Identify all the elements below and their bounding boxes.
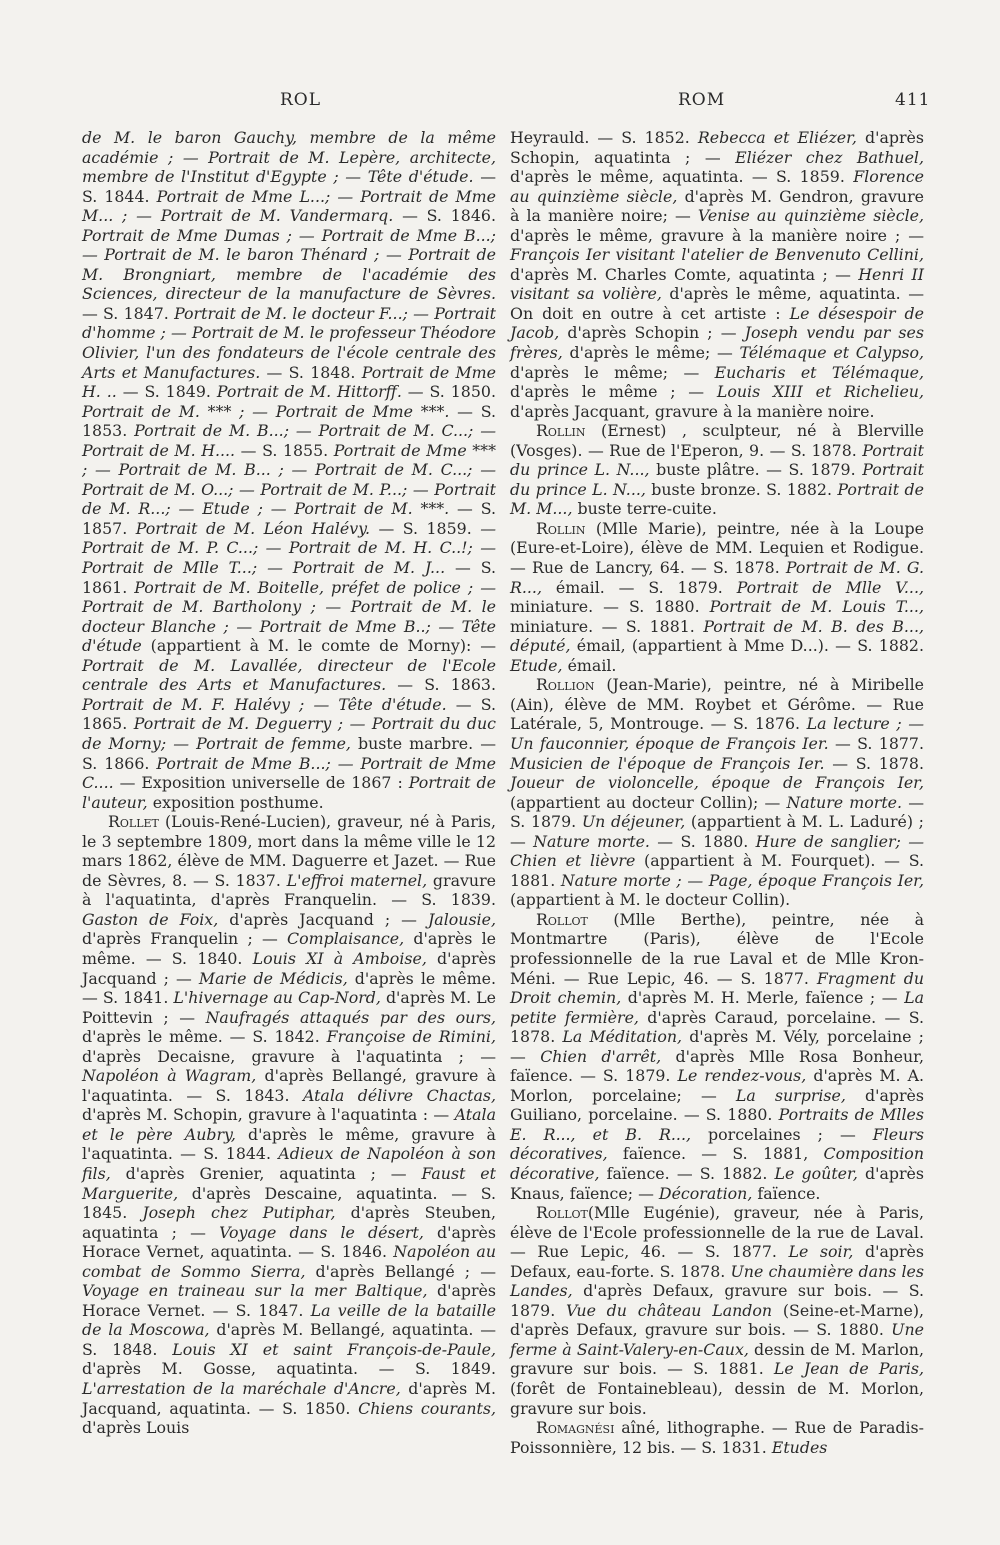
work-title: Portrait de M. Hittorff. xyxy=(216,382,402,402)
entry-text: d'après M. Jacquand, aquatinta. — S. 1850. xyxy=(82,1379,496,1418)
entry-text: d'après Bellangé ; — xyxy=(305,1261,496,1281)
work-title: Portrait de Mlle V..., xyxy=(736,577,924,597)
work-title: Nature morte. xyxy=(786,792,903,812)
entry-text: — S. 1846. xyxy=(393,206,496,226)
entry-text: gravure à l'aquatinta, d'après Franquelin. — S. 1839. xyxy=(82,870,496,910)
entry-text: d'après Mlle Rosa Bonheur, faïence. — S. 1879. xyxy=(510,1046,924,1086)
entry-text: d'après Jacquand ; — xyxy=(82,948,497,988)
entry-text: d'après Guiliano, porcelaine. — S. 1880. xyxy=(510,1085,925,1125)
entry-text: d'après le même, aquatinta. — S. 1859. xyxy=(510,167,854,187)
entry-text: — S. 1849. xyxy=(116,382,217,402)
entry-text: — S. 1857. xyxy=(82,499,496,538)
work-title: Eliézer chez Bathuel, xyxy=(735,147,924,167)
work-title: Napoléon au combat de Sommo Sierra, xyxy=(82,1242,496,1281)
entry-text: faïence. — S. 1881, xyxy=(607,1144,824,1164)
entry-text: Heyrauld. — S. 1852. xyxy=(510,128,698,147)
running-head-right: ROM xyxy=(678,90,726,110)
work-title: Portrait de M. B...; — Portrait de M. C...; — Portrait de M. H.... xyxy=(82,421,497,460)
entry-text: (appartient au docteur Collin); — xyxy=(510,792,787,812)
work-title: Portrait de M. G. R..., xyxy=(510,558,924,597)
entry-text: d'après Grenier, aquatinta ; — xyxy=(110,1163,422,1183)
work-title: Fragment du Droit chemin, xyxy=(510,968,925,1008)
entry-text: (Louis-René-Lucien), graveur, né à Paris, le 3 septembre 1809, mort dans la même ville le 12 mars 1862, élève de MM. Daguerre et Jazet. — Rue de Sèvres, 8. — S. 1837. xyxy=(82,812,496,890)
entry-text: — S. 1878. xyxy=(824,753,924,773)
entry-text: d'après M. Vély, porcelaine ; — xyxy=(510,1027,924,1066)
entry-text: — S. 1879. xyxy=(510,792,924,832)
work-title: Portrait de M. B. des B..., député, xyxy=(510,616,924,656)
work-title: Un déjeuner, xyxy=(581,812,686,832)
work-title: — Portrait de M. P. C...; — Portrait de M. H. C..!; — Portrait de Mlle T...; — Portrait de M. J... xyxy=(82,518,496,578)
entry-text: d'après M. Bellangé, aquatinta. — S. 1848. xyxy=(82,1320,496,1359)
work-title: François Ier visitant l'atelier de Benvenuto Cellini, xyxy=(510,245,924,265)
entry-name: Rollet xyxy=(108,812,159,832)
entry-text: d'après Descaine, aquatinta. — S. 1845. xyxy=(82,1183,496,1223)
entry-text: (appartient à M. le docteur Collin). xyxy=(510,890,791,910)
work-title: Naufragés attaqués par des ours, xyxy=(205,1007,497,1027)
entry-text: buste marbre. — S. 1866. xyxy=(82,733,496,773)
entry-text: d'après Caraud, porcelaine. — S. 1878. xyxy=(510,1007,924,1047)
entry-text: — S. 1880. xyxy=(649,831,756,851)
work-title: La lecture ; — Un fauconnier, époque de François Ier. xyxy=(510,714,925,753)
work-title: Voyage dans le désert, xyxy=(219,1222,424,1242)
work-title: Télémaque et Calypso, xyxy=(739,343,925,363)
work-title: Hure de sanglier; — Chien et lièvre xyxy=(510,831,924,871)
work-title: Portrait de l'auteur, xyxy=(82,773,496,812)
work-title: Rebecca et Eliézer, xyxy=(697,128,857,147)
entry-text: — S. 1859. xyxy=(369,518,481,538)
entry-text: buste terre-cuite. xyxy=(572,499,717,519)
work-title: Le Jean de Paris, xyxy=(773,1359,924,1379)
page-number: 411 xyxy=(895,90,931,110)
entry-text: d'après M. Schopin, gravure à l'aquatinta : — xyxy=(82,1105,455,1125)
entry-text: buste bronze. S. 1882. xyxy=(645,479,838,499)
work-title: Fleurs décoratives, xyxy=(510,1124,924,1164)
entry-text: (Mlle Marie), peintre, née à la Loupe (Eure-et-Loire), élève de MM. Lequien et Rodigue. — Rue de Lancry, 64. — S. 1878. xyxy=(510,518,924,578)
work-title: L'arrestation de la maréchale d'Ancre, xyxy=(82,1379,401,1398)
work-title: Louis XI à Amboise, xyxy=(252,948,427,968)
work-title: La surprise, xyxy=(735,1085,846,1105)
entry-text: — S. 1855. xyxy=(235,440,334,460)
entry-text: — S. 1865. xyxy=(82,694,496,734)
work-title: Composition décorative, xyxy=(510,1144,924,1183)
work-title: Venise au quinzième siècle, xyxy=(697,206,925,226)
entry-text: d'après le même. — S. 1840. xyxy=(82,929,496,968)
work-title: Le désespoir de Jacob, xyxy=(510,303,925,343)
entry-text: — S. 1847. xyxy=(82,303,175,323)
left-column xyxy=(82,128,496,1438)
work-title: L'hivernage au Cap-Nord, xyxy=(173,988,381,1008)
entry-text: d'après Horace Vernet. — S. 1847. xyxy=(82,1281,496,1320)
entry-text: miniature. — S. 1881. xyxy=(510,616,704,636)
work-title: Joueur de violoncelle, époque de François Ier, xyxy=(510,773,924,793)
work-title: Nature morte. xyxy=(533,831,650,851)
entry-text: d'après Bellangé, gravure à l'aquatinta. — S. 1843. xyxy=(82,1066,496,1105)
work-title: Jalousie, xyxy=(427,909,496,929)
entry-text: (Jean-Marie), peintre, né à Miribelle (Ain), élève de MM. Roybet et Gérôme. — Rue Latérale, 5, Montrouge. — S. 1876. xyxy=(510,675,924,734)
entry-text: d'après Schopin ; — xyxy=(559,323,745,343)
work-title: Voyage en traineau sur la mer Baltique, xyxy=(82,1281,428,1301)
entry-text: d'après Decaisne, gravure à l'aquatinta ; — xyxy=(82,1046,496,1066)
dictionary-entry xyxy=(82,812,496,1438)
entry-text: — S. 1863. xyxy=(386,675,496,695)
entry-text: — S. 1861. xyxy=(82,558,496,597)
dictionary-entry xyxy=(510,910,924,1203)
work-title: Marie de Médicis, xyxy=(198,968,348,988)
entry-text: d'après le même. — S. 1841. xyxy=(82,968,496,1008)
entry-text: d'après M. A. Morlon, porcelaine; — xyxy=(510,1066,925,1105)
entry-text: émail, (appartient à Mme D...). — S. 1882. xyxy=(570,636,924,656)
entry-text: d'après M. Gendron, gravure à la manière noire; — xyxy=(510,186,924,226)
work-title: Portrait de M. Boitelle, préfet de police ; — Portrait de M. Bartholony ; — Portrait de M. le docteur Blanche ; — Portrait de Mme B..; — Tête d'étude xyxy=(82,577,496,656)
work-title: Louis XIII et Richelieu, xyxy=(716,382,925,402)
work-title: Chiens courants, xyxy=(358,1398,496,1418)
running-head-left: ROL xyxy=(280,90,322,110)
entry-text: — S. 1850. xyxy=(401,382,496,402)
entry-text: d'après Horace Vernet, aquatinta. — S. 1846. xyxy=(82,1222,497,1262)
entry-text: — Exposition universelle de 1867 : xyxy=(113,773,409,793)
entry-text: faïence. — S. 1882. xyxy=(599,1163,775,1183)
entry-text: d'après le même, gravure à l'aquatinta. — S. 1844. xyxy=(82,1124,496,1164)
entry-name: Rollot xyxy=(536,1203,588,1223)
entry-text: d'après Jacquand ; — xyxy=(218,909,428,929)
work-title: Portrait de Mme L...; — Portrait de Mme M... ; — Portrait de M. Vandermarq. xyxy=(82,186,497,226)
entry-continuation xyxy=(510,128,924,421)
work-title: La Méditation, xyxy=(562,1027,683,1047)
work-title: Une ferme à Saint-Valery-en-Caux, xyxy=(510,1320,924,1359)
entry-name: Rollin xyxy=(536,421,586,441)
work-title: de M. le baron Gauchy, membre de la même académie ; — Portrait de M. Lepère, architecte, membre de l'Institut d'Egypte ; — Tête d'étude. xyxy=(82,128,496,187)
entry-text: d'après Jacquant, gravure à la manière noire. xyxy=(510,401,875,421)
work-title: La petite fermière, xyxy=(510,988,924,1027)
entry-text: porcelaines ; — xyxy=(691,1124,873,1144)
entry-text: faïence. xyxy=(752,1183,821,1203)
work-title: Portrait du prince L. N..., xyxy=(510,460,924,499)
entry-name: Romagnési xyxy=(536,1418,615,1438)
entry-text: — S. 1877. xyxy=(828,733,924,753)
work-title: Etude, xyxy=(510,655,563,675)
entry-text: aîné, lithographe. — Rue de Paradis-Poissonnière, 12 bis. — S. 1831. xyxy=(510,1418,924,1457)
entry-text: (appartient à M. le comte de Morny): — xyxy=(141,636,496,656)
work-title: Eucharis et Télémaque, xyxy=(714,362,924,382)
entry-text: (appartient à M. L. Laduré) ; — xyxy=(510,812,925,851)
work-title: Une chaumière dans les Landes, xyxy=(510,1261,924,1301)
right-column xyxy=(510,128,924,1457)
entry-text: d'après Defaux, eau-forte. S. 1878. xyxy=(510,1242,924,1281)
work-title: Le soir, xyxy=(788,1242,854,1262)
work-title: Etudes xyxy=(771,1437,828,1457)
work-title: L'effroi maternel, xyxy=(286,870,428,890)
work-title: Portrait de Mme *** ; — Portrait de M. B... ; — Portrait de M. C...; — Portrait de M. O...; — Portrait de M. P...; — Portrait de M. R...; — Etude ; — Portrait de M. ***. xyxy=(82,440,496,519)
entry-text: exposition posthume. xyxy=(147,792,324,812)
entry-text: (Seine-et-Marne), d'après Defaux, gravure sur bois. — S. 1880. xyxy=(510,1300,925,1340)
entry-continuation xyxy=(82,128,496,812)
entry-text: (Mlle Berthe), peintre, née à Montmartre (Paris), élève de l'Ecole professionnelle de la rue Laval et de Mlle Kron-Méni. — Rue Lepic, 46. — S. 1877. xyxy=(510,909,924,988)
work-title: Portrait de Mme Dumas ; — Portrait de Mme B...; — Portrait de M. le baron Thénard ; — Portrait de M. Brongniart, membre de l'académie des Sciences, directeur de la manufacture de Sèvres. xyxy=(82,225,496,304)
work-title: Joseph chez Putiphar, xyxy=(142,1203,336,1223)
entry-text: d'après M. Gosse, aquatinta. — S. 1849. xyxy=(82,1359,496,1379)
work-title: Portrait de M. *** ; — Portrait de Mme ***. xyxy=(82,401,450,421)
work-title: Portrait de M. le docteur F...; — Portrait d'homme ; — Portrait de M. le professeur Théodore Olivier, l'un des fondateurs de l'école centrale des Arts et Manufactures. xyxy=(82,303,496,382)
work-title: Chien d'arrêt, xyxy=(540,1046,662,1066)
entry-text: d'après le même, aquatinta. — On doit en outre à cet artiste : xyxy=(510,284,924,323)
entry-text: d'après le même; — xyxy=(510,362,715,382)
entry-name: Rollot xyxy=(536,909,588,929)
entry-text: d'après le même ; — xyxy=(510,382,717,402)
entry-name: Rollin xyxy=(536,518,586,538)
entry-name: Rollion xyxy=(536,675,595,695)
work-title: La veille de la bataille de la Moscowa, xyxy=(82,1300,496,1340)
work-title: Portrait de M. Lavallée, directeur de l'Ecole centrale des Arts et Manufactures. xyxy=(82,655,496,695)
work-title: Portrait de Mme H. .. xyxy=(82,362,496,402)
dictionary-entry xyxy=(510,675,924,910)
work-title: Portraits de Mlles E. R..., et B. R..., xyxy=(510,1105,924,1144)
work-title: Portrait de M. Louis T..., xyxy=(709,597,924,617)
work-title: Portrait du prince L. N..., xyxy=(510,440,924,480)
entry-text: d'après le même. — S. 1842. xyxy=(82,1027,327,1047)
work-title: Louis XI et saint François-de-Paule, xyxy=(172,1339,496,1359)
entry-text: d'après M. Charles Comte, aquatinta ; — xyxy=(510,264,859,284)
entry-text: d'après M. H. Merle, faïence ; — xyxy=(621,988,905,1008)
work-title: Portrait de M. M..., xyxy=(510,479,924,519)
entry-text: d'après Louis xyxy=(82,1418,190,1438)
work-title: Le rendez-vous, xyxy=(677,1066,807,1086)
work-title: Complaisance, xyxy=(287,929,405,949)
work-title: Vue du château Landon xyxy=(566,1300,773,1320)
work-title: Décoration, xyxy=(658,1183,753,1203)
dictionary-entry xyxy=(510,519,924,675)
dictionary-entry xyxy=(510,421,924,519)
entry-text: émail. xyxy=(562,655,617,675)
work-title: Portrait de Mme B...; — Portrait de Mme C.... xyxy=(82,753,497,793)
work-title: Portrait de M. F. Halévy ; — Tête d'étude. xyxy=(82,694,447,714)
work-title: Atala et le père Aubry, xyxy=(82,1105,496,1144)
work-title: Gaston de Foix, xyxy=(82,909,219,929)
work-title: Joseph vendu par ses frères, xyxy=(510,323,924,363)
work-title: Florence au quinzième siècle, xyxy=(510,167,924,206)
entry-text: (appartient à M. Fourquet). — S. 1881. xyxy=(510,851,924,890)
work-title: Nature morte ; — Page, époque François Ier, xyxy=(560,870,925,890)
work-title: Le goûter, xyxy=(774,1163,858,1183)
entry-text: d'après Knaus, faïence; — xyxy=(510,1163,924,1203)
work-title: Atala délivre Chactas, xyxy=(302,1085,497,1105)
entry-text: — S. 1844. xyxy=(82,167,496,206)
work-title: Portrait de M. Léon Halévy. xyxy=(135,518,370,538)
entry-text: dessin de M. Marlon, gravure sur bois. — S. 1881. xyxy=(510,1339,924,1379)
entry-text: d'après Defaux, gravure sur bois. — S. 1879. xyxy=(510,1281,924,1320)
entry-text: — S. 1853. xyxy=(82,401,496,441)
entry-text: d'après Franquelin ; — xyxy=(82,929,288,949)
work-title: Napoléon à Wagram, xyxy=(82,1066,257,1086)
work-title: Adieux de Napoléon à son fils, xyxy=(82,1144,496,1183)
work-title: Faust et Marguerite, xyxy=(82,1163,496,1203)
entry-text: d'après le même; — xyxy=(562,343,740,363)
entry-text: émail. — S. 1879. xyxy=(541,577,737,597)
dictionary-entry xyxy=(510,1418,924,1457)
entry-text: d'après le même, gravure à la manière noire ; — xyxy=(510,225,924,245)
entry-text: (forêt de Fontainebleau), dessin de M. Morlon, gravure sur bois. xyxy=(510,1379,924,1418)
entry-text: d'après Schopin, aquatinta ; — xyxy=(510,128,924,167)
work-title: Henri II visitant sa volière, xyxy=(510,264,924,304)
entry-text: buste plâtre. — S. 1879. xyxy=(649,460,863,480)
entry-text: d'après M. Le Poittevin ; — xyxy=(82,988,497,1027)
entry-text: (Ernest) , sculpteur, né à Blerville (Vosges). — Rue de l'Eperon, 9. — S. 1878. xyxy=(510,421,924,460)
entry-text: miniature. — S. 1880. xyxy=(510,597,710,617)
entry-text: (Mlle Eugénie), graveur, née à Paris, élève de l'Ecole professionnelle de la rue de Laval. — Rue Lepic, 46. — S. 1877. xyxy=(510,1203,924,1262)
work-title: Françoise de Rimini, xyxy=(326,1027,497,1047)
entry-text: — S. 1848. xyxy=(260,362,362,382)
work-title: Musicien de l'époque de François Ier. xyxy=(510,753,825,773)
entry-text: d'après Steuben, aquatinta ; — xyxy=(82,1203,496,1242)
work-title: Portrait de M. Deguerry ; — Portrait du duc de Morny; — Portrait de femme, xyxy=(82,714,497,753)
dictionary-entry xyxy=(510,1203,924,1418)
